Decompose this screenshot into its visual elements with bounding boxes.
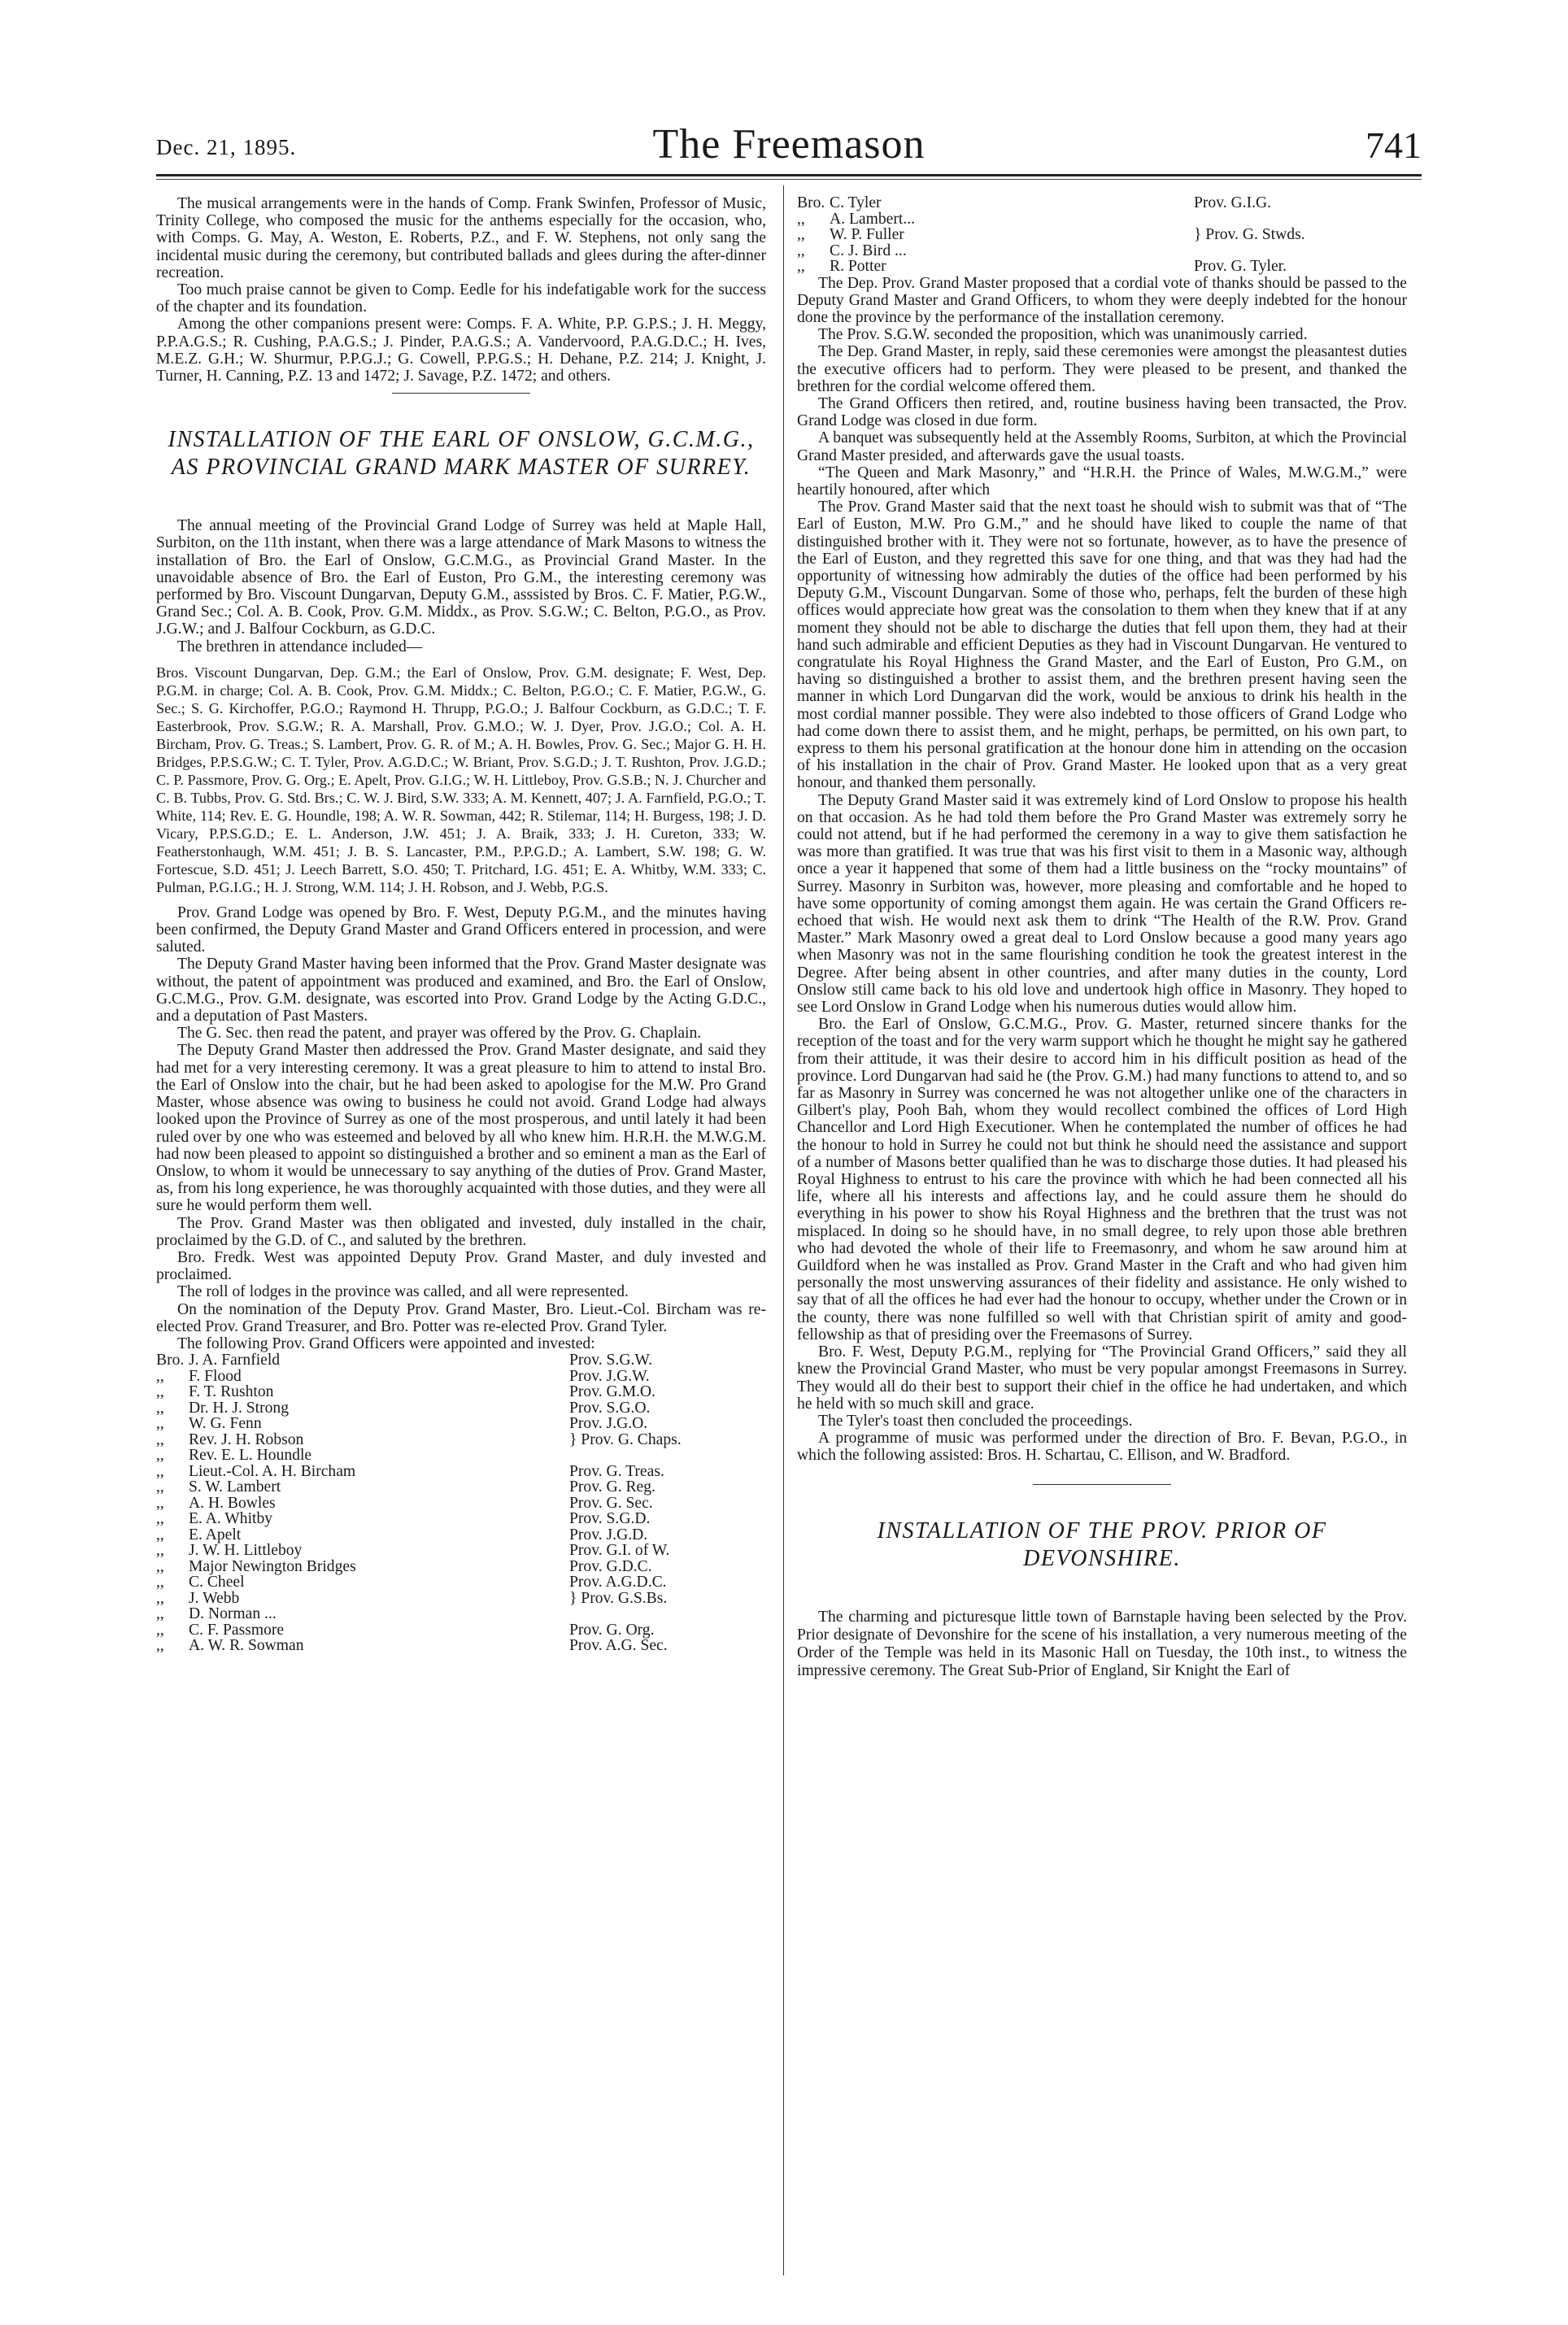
officer-name: J. A. Farnfield bbox=[189, 1352, 281, 1369]
officer-prefix: ,, bbox=[156, 1526, 164, 1543]
officer-name: W. P. Fuller bbox=[830, 226, 904, 243]
paragraph: The annual meeting of the Provincial Grand Lodge of Surrey was held at Maple Hall, Surbiton, on the 11th instant, when there was a large attendance of Mark Masons to witness the installation of Bro. the Earl of Onslow, G.C.M.G., as Provincial Grand Master. In the unavoidable absence of Bro. the Earl of Euston, Pro G.M., the interesting ceremony was performed by Bro. Viscount Dungarvan, Deputy G.M., asssisted by Bros. C. F. Matier, P.G.W., Grand Sec.; Col. A. B. Cook, Prov. G.M. Middx., as Prov. S.G.W.; C. Belton, P.G.O., as Prov. J.G.W.; and J. Balfour Cockburn, as G.D.C. bbox=[156, 517, 766, 638]
paragraph: The Dep. Grand Master, in reply, said these ceremonies were amongst the pleasantest duties the executive officers had to perform. They were pleased to be present, and thanked the brethren for the cordial welcome offered them. bbox=[797, 343, 1407, 395]
officer-prefix: ,, bbox=[797, 210, 805, 228]
officer-office: Prov. S.G.D. bbox=[569, 1510, 651, 1528]
officer-office: Prov. G.I. of W. bbox=[569, 1542, 670, 1560]
paragraph: A programme of music was performed under the direction of Bro. F. Bevan, P.G.O., in which the following assisted: Bros. H. Schartau, C. Ellison, and W. Bradford. bbox=[797, 1430, 1407, 1465]
paragraph: Bro. Fredk. West was appointed Deputy Prov. Grand Master, and duly invested and proclaimed. bbox=[156, 1248, 766, 1284]
article-heading: INSTALLATION OF THE EARL OF ONSLOW, G.C.M.G., AS PROVINCIAL GRAND MARK MASTER OF SURREY. bbox=[168, 427, 755, 481]
officer-office: Prov. G. Treas. bbox=[569, 1462, 664, 1480]
officer-name: Lieut.-Col. A. H. Bircham bbox=[189, 1462, 356, 1480]
officer-prefix: ,, bbox=[156, 1383, 164, 1401]
paragraph: “The Queen and Mark Masonry,” and “H.R.H. the Prince of Wales, M.W.G.M.,” were heartily honoured, after which bbox=[797, 464, 1407, 499]
officer-office: } Prov. G.S.Bs. bbox=[569, 1589, 668, 1607]
officer-prefix: ,, bbox=[156, 1415, 164, 1433]
officer-prefix: ,, bbox=[156, 1574, 164, 1591]
officer-name: C. F. Passmore bbox=[189, 1621, 285, 1639]
paragraph: The following Prov. Grand Officers were appointed and invested: bbox=[177, 1334, 595, 1352]
officer-name: W. G. Fenn bbox=[189, 1415, 262, 1433]
officer-prefix: ,, bbox=[797, 226, 805, 243]
officer-name: D. Norman ... bbox=[189, 1605, 277, 1623]
officer-prefix: ,, bbox=[156, 1510, 164, 1528]
paragraph: On the nomination of the Deputy Prov. Grand Master, Bro. Lieut.-Col. Bircham was re-elected Prov. Grand Treasurer, and Bro. Potter was re-elected Prov. Grand Tyler. bbox=[156, 1300, 766, 1335]
officer-office bbox=[1090, 211, 1407, 228]
paragraph: The Prov. S.G.W. seconded the proposition, which was unanimously carried. bbox=[818, 326, 1308, 344]
officer-name: E. Apelt bbox=[189, 1526, 242, 1543]
attendance-list: Bros. Viscount Dungarvan, Dep. G.M.; the Earl of Onslow, Prov. G.M. designate; F. West, Dep. P.G.M. in charge; Col. A. B. Cook, Prov. G.M. Middx.; C. Belton, P.G.O.; C. F. Matier, P.G.W., G. Sec.; S. G. Kirchoffer, P.G.O.; Raymond H. Thrupp, P.G.O.; J. Balfour Cockburn, as G.D.C.; T. F. Easterbrook, Prov. S.G.W.; R. A. Marshall, Prov. G.M.O.; W. J. Dyer, Prov. J.G.O.; Col. A. H. Bircham, Prov. G. Treas.; S. Lambert, Prov. G. R. of M.; A. H. Bowles, Prov. G. Sec.; Major G. H. H. Bridges, P.P.S.G.W.; C. T. Tyler, Prov. A.G.D.C.; W. Briant, Prov. S.G.D.; J. T. Rushton, Prov. J.G.D.; C. P. Passmore, Prov. G. Org.; E. Apelt, Prov. G.I.G.; W. H. Littleboy, Prov. G.S.B.; N. J. Churcher and C. B. Tubbs, Prov. G. Std. Brs.; C. W. J. Bird, S.W. 333; A. M. Kennett, 407; J. A. Farnfield, P.G.O.; T. White, 114; Rev. E. G. Houndle, 198; A. W. R. Sowman, 442; R. Stilemar, 114; H. Burgess, 198; J. D. Vicary, P.P.S.G.D.; E. L. Anderson, J.W. 451; J. A. Braik, 333; J. H. Cureton, 333; W. Featherstonhaugh, W.M. 451; J. B. S. Lancaster, P.M., P.P.G.D.; A. Lambert, S.W. 198; G. W. Fortescue, S.D. 451; J. Leech Barrett, S.O. 450; T. Pritchard, I.G. 451; E. A. Whitby, W.M. 333; C. Pulman, P.G.I.G.; H. J. Strong, W.M. 114; J. H. Robson, and J. Webb, P.G.S. bbox=[156, 664, 766, 895]
officer-office: Prov. S.G.W. bbox=[569, 1352, 652, 1369]
officer-name: S. W. Lambert bbox=[189, 1478, 281, 1496]
paragraph: Bro. F. West, Deputy P.G.M., replying for “The Provincial Grand Officers,” said they all knew the Provincial Grand Master, who must be very popular amongst Freemasons in Surrey. They would all do their best to support their chief in the office he had undertaken, and which he held with so much skill and grace. bbox=[797, 1343, 1407, 1413]
officer-office: Prov. J.G.O. bbox=[569, 1415, 648, 1433]
masthead-rule bbox=[156, 174, 1422, 176]
officer-office: Prov. G.M.O. bbox=[569, 1383, 656, 1401]
officer-prefix: ,, bbox=[156, 1637, 164, 1655]
paragraph: The roll of lodges in the province was called, and all were represented. bbox=[177, 1283, 629, 1301]
officer-name: E. A. Whitby bbox=[189, 1510, 273, 1528]
officer-prefix: ,, bbox=[156, 1494, 164, 1512]
officer-prefix: ,, bbox=[156, 1589, 164, 1607]
officer-prefix: ,, bbox=[156, 1462, 164, 1480]
officer-prefix: ,, bbox=[156, 1621, 164, 1639]
paragraph: Too much praise cannot be given to Comp. Eedle for his indefatigable work for the success of the chapter and its foundation. bbox=[156, 281, 766, 316]
officer-office: Prov. G. Tyler. bbox=[1194, 258, 1287, 275]
officer-office bbox=[449, 1606, 766, 1622]
officer-prefix: ,, bbox=[156, 1399, 164, 1417]
officer-name: A. W. R. Sowman bbox=[189, 1637, 304, 1655]
officer-prefix: Bro. bbox=[156, 1352, 185, 1369]
paragraph: The Deputy Grand Master said it was extremely kind of Lord Onslow to propose his health on that occasion. As he had told them before the Pro Grand Master was extremely sorry he could not attend, but if he had performed the ceremony in a way to give them satisfaction he was more than gratified. It was true that was his first visit to them in a Masonic way, although once a year it happened that some of them had a little business on the “rocky mountains” of Surrey. Masonry in Surbiton was, however, more pleasing and comfortable and he hoped to have some opportunity of coming amongst them again. He was certain the Grand Officers re-echoed that wish. He would next ask them to drink “The Health of the R.W. Prov. Grand Master.” Mark Masonry owed a great deal to Lord Onslow because a good many years ago when Masonry was not in the same flourishing condition he took the greatest interest in the Degree. After being absent in other countries, and after many duties in the county, Lord Onslow still came back to his old love and undertook high office in Masonry. They hoped to see Lord Onslow in Grand Lodge when his numerous duties would allow him. bbox=[797, 791, 1407, 1017]
officer-name: F. T. Rushton bbox=[189, 1383, 274, 1401]
officer-office: Prov. G. Org. bbox=[569, 1621, 655, 1639]
masthead-rule-thin bbox=[156, 179, 1422, 180]
officer-name: J. W. H. Littleboy bbox=[189, 1542, 303, 1560]
officer-prefix: ,, bbox=[156, 1542, 164, 1560]
left-column bbox=[156, 195, 766, 1654]
officer-prefix: ,, bbox=[156, 1557, 164, 1575]
officer-office: Prov. J.G.D. bbox=[569, 1526, 648, 1543]
article-heading: INSTALLATION OF THE PROV. PRIOR OF DEVONSHIRE. bbox=[877, 1517, 1327, 1571]
paragraph: Prov. Grand Lodge was opened by Bro. F. West, Deputy P.G.M., and the minutes having been confirmed, the Deputy Grand Master and Grand Officers entered in procession, and were saluted. bbox=[156, 903, 766, 956]
paragraph: The brethren in attendance included— bbox=[177, 638, 423, 655]
page-number: 741 bbox=[1365, 124, 1422, 166]
officer-prefix: ,, bbox=[156, 1605, 164, 1623]
officer-name: Rev. J. H. Robson bbox=[189, 1430, 304, 1448]
officer-list bbox=[156, 1352, 766, 1654]
officer-office: Prov. J.G.W. bbox=[569, 1367, 650, 1385]
officer-prefix: ,, bbox=[156, 1447, 164, 1465]
officer-prefix: ,, bbox=[156, 1367, 164, 1385]
paragraph: The Grand Officers then retired, and, routine business having been transacted, the Prov. Grand Lodge was closed in due form. bbox=[797, 394, 1407, 430]
officer-prefix: Bro. bbox=[797, 194, 825, 211]
paragraph: Among the other companions present were: Comps. F. A. White, P.P. G.P.S.; J. H. Meggy, P.P.A.G.S.; R. Cushing, P.A.G.S.; J. Pinder, P.A.G.S.; A. Vandervoord, P.A.G.D.C.; H. Ives, M.E.Z. G.H.; W. Shurmur, P.P.G.J.; G. Cowell, P.P.G.S.; H. Dehane, P.Z. 214; J. Knight, J. Turner, H. Canning, P.Z. 13 and 1472; J. Savage, P.Z. 1472; and others. bbox=[156, 316, 766, 385]
issue-date: Dec. 21, 1895. bbox=[156, 135, 297, 159]
officer-office: Prov. A.G. Sec. bbox=[569, 1637, 668, 1655]
paragraph: The Prov. Grand Master said that the next toast he should wish to submit was that of “The Earl of Euston, M.W. Pro G.M.,” and he should have liked to couple the name of that distinguished brother with it. They were not so fortunate, however, as to have the presence of the Earl of Euston, and they regretted this save for one thing, and that was they had had the opportunity of witnessing how admirably the duties of the office had been performed by his Deputy G.M., Viscount Dungarvan. Some of those who, perhaps, felt the burden of these high offices would appreciate how great was the consolation to them when they knew that if at any moment they should not be able to discharge the duties that fell upon them, they had at their hand such admirable and efficient Deputies as they had in Viscount Dungarvan. He ventured to congratulate his Royal Highness the Grand Master, and the Earl of Euston, Pro G.M., on having so distinguished a brother to assist them, and the brethren present having seen the manner in which Lord Dungarvan did the work, would be anxious to drink his health in the most cordial manner possible. They were also indebted to those officers of Grand Lodge who had come down there to assist them, and he might, perhaps, be permitted, on his own part, to express to them his personal gratification at the honour done him in attending on the occasion of his installation in the chair of Prov. Grand Master. He looked upon that as a very great honour, and thanked them personally. bbox=[797, 499, 1407, 792]
officer-name: C. Tyler bbox=[830, 194, 882, 211]
paragraph: The charming and picturesque little town of Barnstaple having been selected by the Prov. Prior designate of Devonshire for the scene of his installation, a very numerous meeting of the Order of the Temple was held in its Masonic Hall on Tuesday, the 10th inst., to witness the impressive ceremony. The Great Sub-Prior of England, Sir Knight the Earl of bbox=[797, 1608, 1407, 1679]
section-rule bbox=[1033, 1484, 1171, 1485]
paragraph: The Tyler's toast then concluded the proceedings. bbox=[818, 1412, 1133, 1430]
officer-name: R. Potter bbox=[830, 258, 886, 275]
paragraph: The Dep. Prov. Grand Master proposed that a cordial vote of thanks should be passed to the Deputy Grand Master and Grand Officers, to whom they were deeply indebted for the honour done the province by the performance of the installation ceremony. bbox=[797, 274, 1407, 326]
officer-name: Dr. H. J. Strong bbox=[189, 1399, 290, 1417]
officer-prefix: ,, bbox=[797, 242, 805, 259]
paragraph: The musical arrangements were in the hands of Comp. Frank Swinfen, Professor of Music, Trinity College, who composed the music for the anthems especially for the occasion, who, with Comps. G. May, A. Weston, E. Roberts, P.Z., and F. W. Stephens, not only sang the incidental music during the ceremony, but contributed ballads and glees during the after-dinner recreation. bbox=[156, 195, 766, 281]
paragraph: The G. Sec. then read the patent, and prayer was offered by the Prov. G. Chaplain. bbox=[177, 1025, 702, 1043]
officer-list bbox=[797, 195, 1407, 275]
officer-office: Prov. G. Sec. bbox=[569, 1494, 653, 1512]
officer-office: Prov. A.G.D.C. bbox=[569, 1574, 667, 1591]
masthead bbox=[156, 120, 1422, 169]
officer-prefix: ,, bbox=[156, 1430, 164, 1448]
officer-prefix: ,, bbox=[156, 1478, 164, 1496]
officer-office: Prov. G.I.G. bbox=[1194, 194, 1272, 211]
officer-office: } Prov. G. Chaps. bbox=[569, 1430, 682, 1448]
officer-office bbox=[449, 1448, 766, 1464]
paragraph: The Prov. Grand Master was then obligated and invested, duly installed in the chair, proclaimed by the G.D. of C., and saluted by the brethren. bbox=[156, 1214, 766, 1249]
officer-office bbox=[1090, 243, 1407, 259]
paragraph: The Deputy Grand Master then addressed the Prov. Grand Master designate, and said they had met for a very interesting ceremony. It was a great pleasure to him to attend to instal Bro. the Earl of Onslow into the chair, but he had been asked to apologise for the M.W. Pro Grand Master, whose absence was owing to business he could not avoid. Grand Lodge had always looked upon the Province of Surrey as one of the most prosperous, and until lately it had been ruled over by one who was esteemed and beloved by all who knew him. H.R.H. the M.W.G.M. had now been pleased to appoint so distinguished a brother and so eminent a man as the Earl of Onslow, to whom it would be unnecessary to say anything of the duties of Prov. Grand Master, as, from his long experience, he was thoroughly acquainted with those duties, and they were all sure he would perform them well. bbox=[156, 1042, 766, 1215]
officer-office: Prov. G.D.C. bbox=[569, 1557, 652, 1575]
officer-name: J. Webb bbox=[189, 1589, 240, 1607]
paragraph: The Deputy Grand Master having been informed that the Prov. Grand Master designate was without, the patent of appointment was produced and examined, and Bro. the Earl of Onslow, G.C.M.G., Prov. G.M. designate, was escorted into Prov. Grand Lodge by the Acting G.D.C., and a deputation of Past Masters. bbox=[156, 956, 766, 1025]
paragraph: Bro. the Earl of Onslow, G.C.M.G., Prov. G. Master, returned sincere thanks for the reception of the toast and for the very warm support which he thought he might say he gathered from their attitude, it was their desire to accord him in his difficult position as head of the province. Lord Dungarvan had said he (the Prov. G.M.) had many functions to attend to, and so far as Masonry in Surrey was concerned he was not altogether unlike one of the characters in Gilbert's play, Pooh Bah, whom they would recollect combined the offices of Lord High Chancellor and Lord High Executioner. When he contemplated the number of offices he had the honour to hold in Surrey he could not but think he should need the assistance and support of a number of Masons better qualified than he was to discharge those duties. It had pleased his Royal Highness to entrust to his care the province with which he had been connected all his life, where all his interests and affections lay, and he could assure them he should do everything in his power to show his Royal Highness and the brethren that the trust was not misplaced. In doing so he should have, in no small degree, to rely upon those able brethren who had devoted the whole of their life to Freemasonry, and whom he saw around him at Guildford when he was installed as Prov. Grand Master in the Craft and who had given him personally the most unswerving assurances of their fidelity and assistance. He only wished to say that of all the offices he had ever had the honour to occupy, whether under the Crown or in the county, there was none fulfilled so well with that Christian spirit of amity and good-fellowship as that of presiding over the Freemasons of Surrey. bbox=[797, 1016, 1407, 1343]
officer-name: A. H. Bowles bbox=[189, 1494, 276, 1512]
officer-name: A. Lambert... bbox=[830, 210, 916, 228]
column-divider bbox=[783, 185, 784, 2275]
right-column bbox=[797, 195, 1407, 1680]
officer-prefix: ,, bbox=[797, 258, 805, 275]
officer-name: Major Newington Bridges bbox=[189, 1557, 356, 1575]
officer-office: Prov. S.G.O. bbox=[569, 1399, 651, 1417]
section-rule bbox=[392, 393, 530, 394]
officer-office: } Prov. G. Stwds. bbox=[1194, 226, 1305, 243]
paragraph: A banquet was subsequently held at the Assembly Rooms, Surbiton, at which the Provincial Grand Master presided, and afterwards gave the usual toasts. bbox=[797, 429, 1407, 464]
officer-name: C. Cheel bbox=[189, 1574, 245, 1591]
officer-office: Prov. G. Reg. bbox=[569, 1478, 656, 1496]
officer-name: C. J. Bird ... bbox=[830, 242, 907, 259]
publication-title: The Freemason bbox=[652, 121, 926, 168]
officer-name: F. Flood bbox=[189, 1367, 242, 1385]
officer-name: Rev. E. L. Houndle bbox=[189, 1447, 312, 1465]
